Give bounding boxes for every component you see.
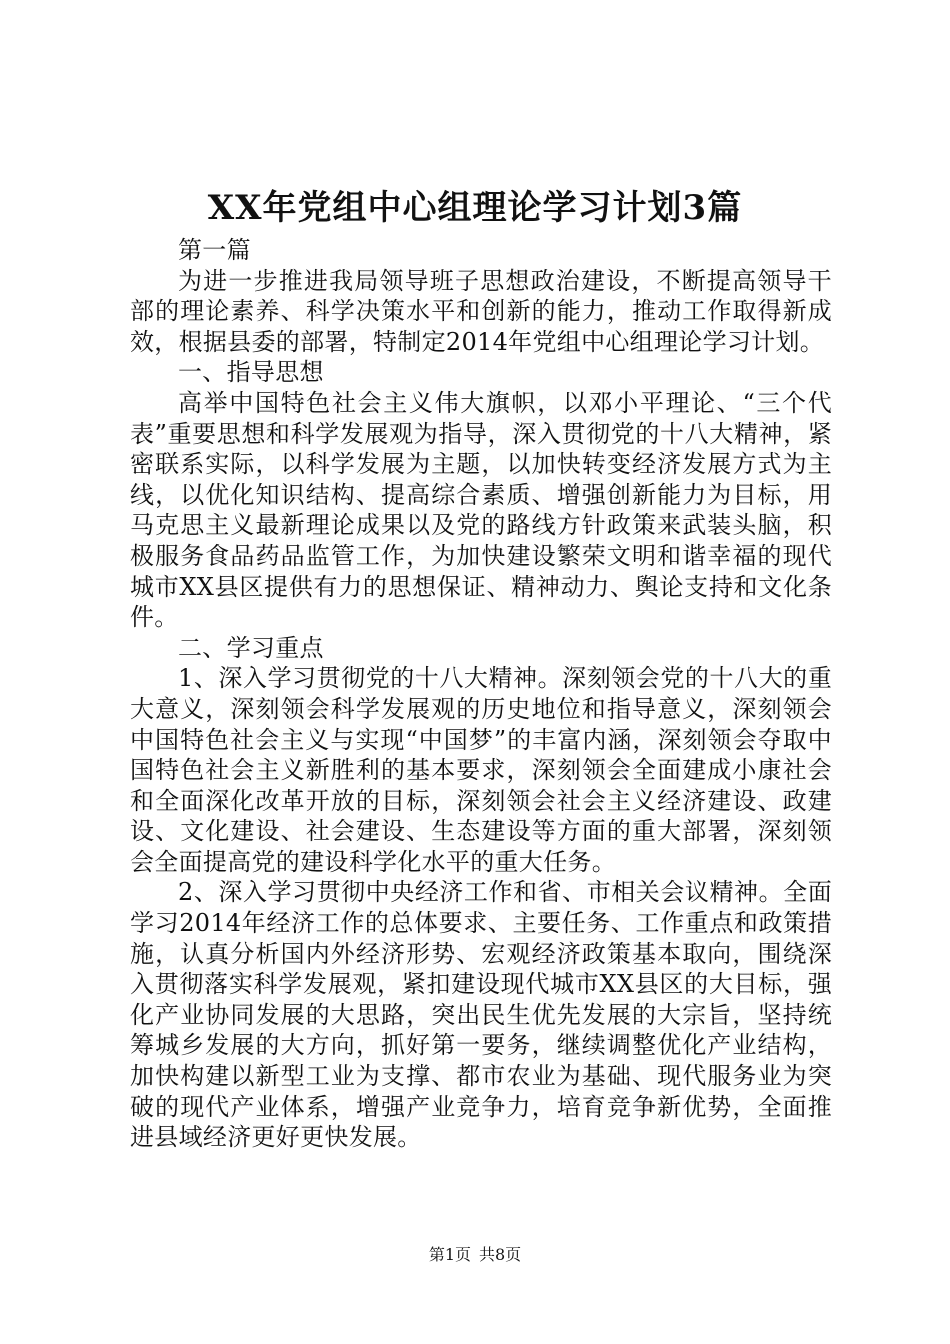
intro-paragraph: 为进一步推进我局领导班子思想政治建设，不断提高领导干部的理论素养、科学决策水平和创新的能力，推动工作取得新成效，根据县委的部署，特制定2014年党组中心组理论学习计划。 [130,266,832,356]
page-number: 第1页 [428,1245,471,1264]
section-heading-guiding-thought: 一、指导思想 [178,358,324,387]
study-focus-item-1: 1、深入学习贯彻党的十八大精神。深刻领会党的十八大的重大意义，深刻领会科学发展观的历史地位和指导意义，深刻领会中国特色社会主义与实现“中国梦”的丰富内涵，深刻领会夺取中国特色社会主义新胜利的基本要求，深刻领会全面建成小康社会和全面深化改革开放的目标，深刻领会社会主义经济建设、政建设、文化建设、社会建设、生态建设等方面的重大部署，深刻领会全面提高党的建设科学化水平的重大任务。 [130,664,832,876]
page-total: 共8页 [479,1245,522,1264]
document-body [130,235,832,1153]
section-heading-study-focus: 二、学习重点 [178,633,324,662]
guiding-thought-paragraph: 高举中国特色社会主义伟大旗帜，以邓小平理论、“三个代表”重要思想和科学发展观为指导，深入贯彻党的十八大精神，紧密联系实际，以科学发展为主题，以加快转变经济发展方式为主线，以优化知识结构、提高综合素质、增强创新能力为目标，用马克思主义最新理论成果以及党的路线方针政策来武装头脑，积极服务食品药品监管工作，为加快建设繁荣文明和谐幸福的现代城市XX县区提供有力的思想保证、精神动力、舆论支持和文化条件。 [130,388,832,632]
section-heading-part-one: 第一篇 [178,236,251,264]
study-focus-item-2: 2、深入学习贯彻中央经济工作和省、市相关会议精神。全面学习2014年经济工作的总体要求、主要任务、工作重点和政策措施，认真分析国内外经济形势、宏观经济政策基本取向，围绕深入贯彻落实科学发展观，紧扣建设现代城市XX县区的大目标，强化产业协同发展的大思路，突出民生优先发展的大宗旨，坚持统筹城乡发展的大方向，抓好第一要务，继续调整优化产业结构，加快构建以新型工业为支撑、都市农业为基础、现代服务业为突破的现代产业体系，增强产业竞争力，培育竞争新优势，全面推进县域经济更好更快发展。 [130,878,832,1152]
document-title: XX年党组中心组理论学习计划3篇 [207,188,743,228]
page-footer [0,1245,950,1265]
